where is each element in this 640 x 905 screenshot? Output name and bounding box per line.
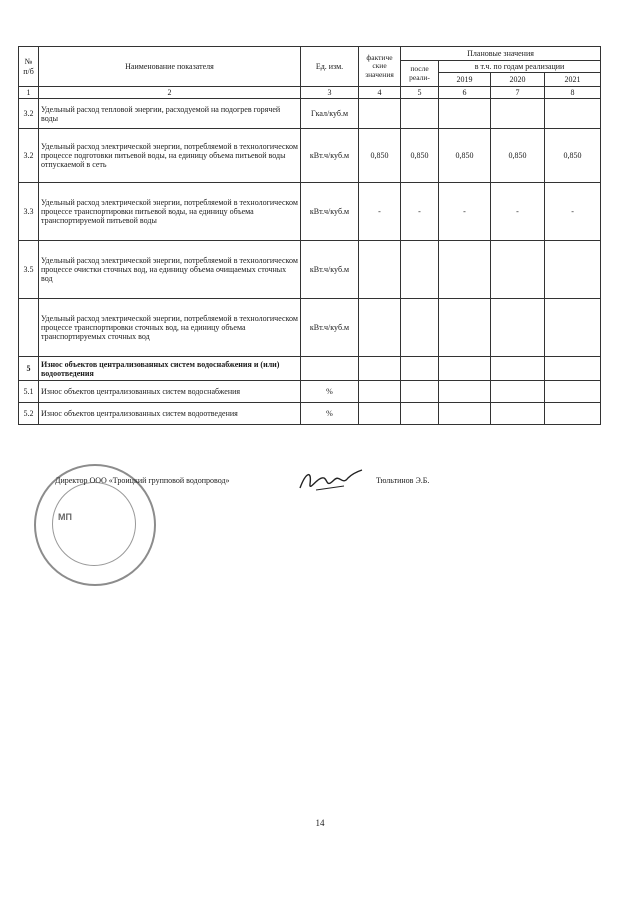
row-value xyxy=(401,99,439,129)
row-value xyxy=(545,241,601,299)
row-value xyxy=(401,299,439,357)
signature-icon xyxy=(296,466,366,496)
row-value: 0,850 xyxy=(491,129,545,183)
row-name: Удельный расход электрической энергии, потребляемой в технологическом процессе транспортировки питьевой воды, на единицу объема транспортируемой питьевой воды xyxy=(39,183,301,241)
page-number: 14 xyxy=(315,818,325,828)
table-row xyxy=(19,299,601,357)
header-row-1 xyxy=(19,47,601,61)
row-value xyxy=(359,99,401,129)
header-after: после реали- xyxy=(401,61,439,87)
row-name: Удельный расход тепловой энергии, расходуемой на подогрев горячей воды xyxy=(39,99,301,129)
table-row xyxy=(19,241,601,299)
row-unit: кВт.ч/куб.м xyxy=(301,129,359,183)
row-value: 0,850 xyxy=(439,129,491,183)
row-value xyxy=(439,241,491,299)
col-number: 8 xyxy=(545,87,601,99)
row-unit: кВт.ч/куб.м xyxy=(301,299,359,357)
row-value: 0,850 xyxy=(401,129,439,183)
indicators-table xyxy=(18,46,601,425)
row-num: 5.2 xyxy=(19,403,39,425)
col-number: 4 xyxy=(359,87,401,99)
section-num: 5 xyxy=(19,357,39,381)
row-num: 3.2 xyxy=(19,129,39,183)
director-title: Директор ООО «Троицкий групповой водопровод» xyxy=(55,476,230,485)
row-value xyxy=(439,99,491,129)
row-value xyxy=(439,299,491,357)
header-planned: Плановые значения xyxy=(401,47,601,61)
table-row xyxy=(19,99,601,129)
row-value xyxy=(545,99,601,129)
row-value: 0,850 xyxy=(545,129,601,183)
table-row xyxy=(19,183,601,241)
row-value: - xyxy=(401,183,439,241)
header-by-years: в т.ч. по годам реализации xyxy=(439,61,601,73)
row-value: - xyxy=(545,183,601,241)
row-num: 3.3 xyxy=(19,183,39,241)
row-name: Износ объектов централизованных систем водоснабжения xyxy=(39,381,301,403)
row-value: - xyxy=(491,183,545,241)
row-value xyxy=(491,241,545,299)
seal-inner-ring xyxy=(52,482,136,566)
row-value: - xyxy=(359,183,401,241)
table-row xyxy=(19,381,601,403)
table-row xyxy=(19,129,601,183)
row-name: Удельный расход электрической энергии, потребляемой в технологическом процессе транспортировки сточных вод, на единицу объема транспортируемых сточных вод xyxy=(39,299,301,357)
row-num: 3.5 xyxy=(19,241,39,299)
row-num: 3.2 xyxy=(19,99,39,129)
row-unit: % xyxy=(301,381,359,403)
row-value xyxy=(401,241,439,299)
signer-name: Тюльтинов Э.Б. xyxy=(376,476,430,485)
row-unit: Гкал/куб.м xyxy=(301,99,359,129)
header-name: Наименование показателя xyxy=(39,47,301,87)
row-value xyxy=(491,99,545,129)
col-number: 6 xyxy=(439,87,491,99)
row-num: 5.1 xyxy=(19,381,39,403)
row-value xyxy=(359,241,401,299)
col-number: 1 xyxy=(19,87,39,99)
row-unit: % xyxy=(301,403,359,425)
section-row xyxy=(19,357,601,381)
column-numbers-row xyxy=(19,87,601,99)
row-value xyxy=(359,299,401,357)
col-number: 7 xyxy=(491,87,545,99)
col-number: 5 xyxy=(401,87,439,99)
row-name: Удельный расход электрической энергии, потребляемой в технологическом процессе очистки сточных вод, на единицу объема очищаемых сточных вод xyxy=(39,241,301,299)
row-name: Износ объектов централизованных систем водоотведения xyxy=(39,403,301,425)
row-value xyxy=(545,299,601,357)
header-year-2020: 2020 xyxy=(491,73,545,87)
row-value xyxy=(491,299,545,357)
row-unit: кВт.ч/куб.м xyxy=(301,241,359,299)
row-value: 0,850 xyxy=(359,129,401,183)
section-title: Износ объектов централизованных систем водоснабжения и (или) водоотведения xyxy=(39,357,301,381)
header-fact: фактиче ские значения xyxy=(359,47,401,87)
row-name: Удельный расход электрической энергии, потребляемой в технологическом процессе подготовки питьевой воды, на единицу объема питьевой воды отпускаемой в сеть xyxy=(39,129,301,183)
seal-label: МП xyxy=(58,512,72,522)
row-unit: кВт.ч/куб.м xyxy=(301,183,359,241)
table-row xyxy=(19,403,601,425)
row-value: - xyxy=(439,183,491,241)
header-year-2019: 2019 xyxy=(439,73,491,87)
header-num: № п/б xyxy=(19,47,39,87)
header-year-2021: 2021 xyxy=(545,73,601,87)
row-num xyxy=(19,299,39,357)
col-number: 3 xyxy=(301,87,359,99)
col-number: 2 xyxy=(39,87,301,99)
header-unit: Ед. изм. xyxy=(301,47,359,87)
